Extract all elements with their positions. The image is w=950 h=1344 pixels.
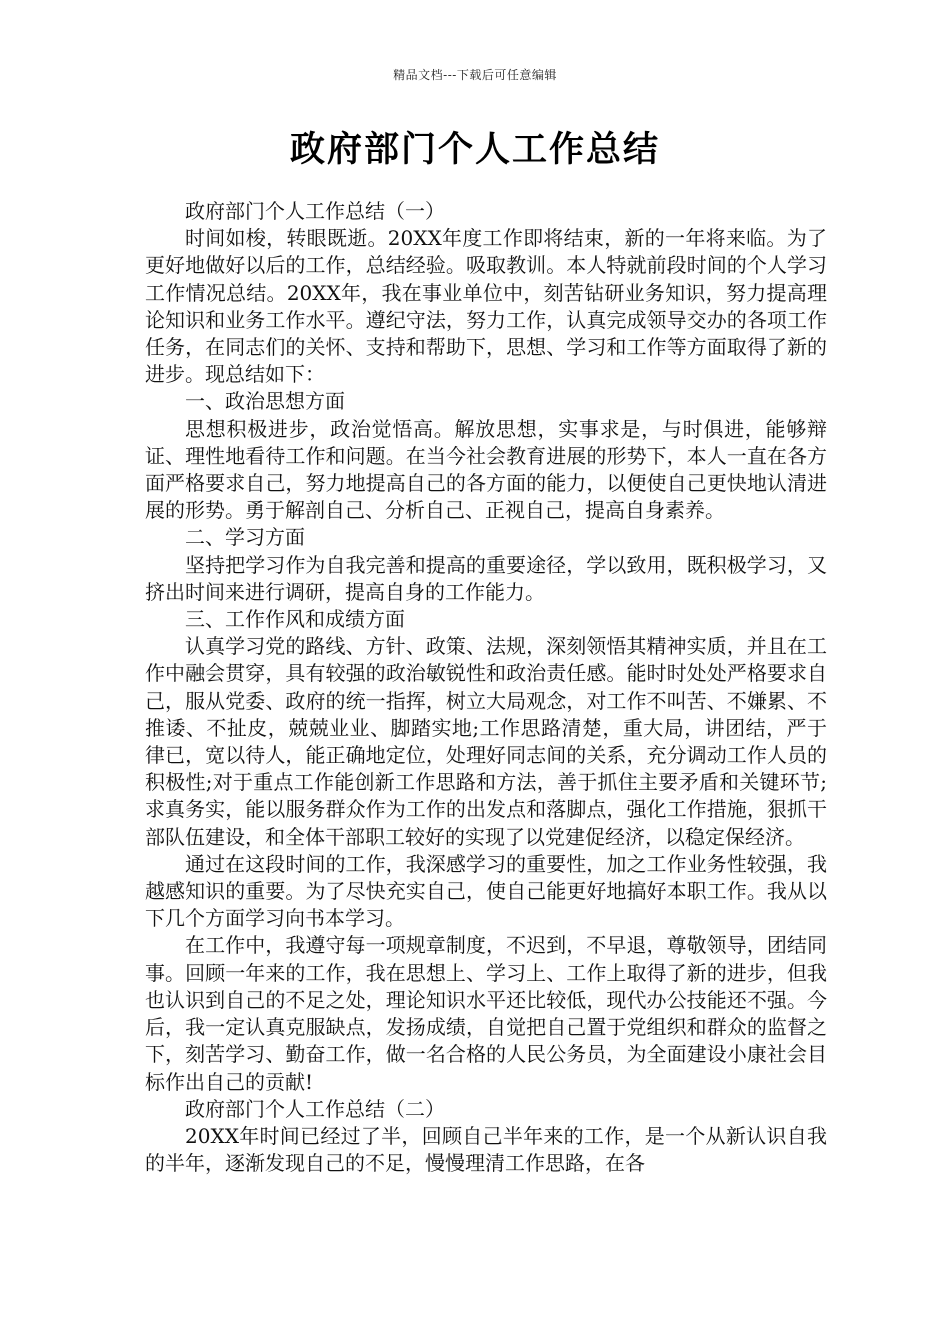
subheading-study: 二、学习方面 bbox=[185, 525, 305, 550]
section-heading-1: 政府部门个人工作总结（一） bbox=[185, 199, 445, 223]
header-note: 精品文档---下载后可任意编辑 bbox=[393, 68, 557, 82]
paragraph: 20XX年时间已经过了半，回顾自己半年来的工作，是一个从新认识自我的半年，逐渐发现自己的不足，慢慢理清工作思路，在各 bbox=[145, 1123, 827, 1176]
document-title: 政府部门个人工作总结 bbox=[289, 129, 660, 170]
paragraph: 坚持把学习作为自我完善和提高的重要途径，学以致用，既积极学习，又挤出时间来进行调研，提高自身的工作能力。 bbox=[145, 552, 827, 604]
subheading-work-style: 三、工作作风和成绩方面 bbox=[185, 607, 405, 632]
paragraph: 思想积极进步，政治觉悟高。解放思想，实事求是，与时俱进，能够辩证、理性地看待工作和问题。在当今社会教育进展的形势下，本人一直在各方面严格要求自己，努力地提高自己的各方面的能力，以便使自己更快地认清进展的形势。勇于解剖自己、分析自己、正视自己，提高自身素养。 bbox=[145, 416, 827, 523]
document-body bbox=[145, 198, 827, 1177]
paragraph: 通过在这段时间的工作，我深感学习的重要性，加之工作业务性较强，我越感知识的重要。为了尽快充实自己，使自己能更好地搞好本职工作。我从以下几个方面学习向书本学习。 bbox=[145, 851, 827, 931]
subheading-politics: 一、政治思想方面 bbox=[185, 389, 345, 414]
section-heading-2: 政府部门个人工作总结（二） bbox=[185, 1096, 445, 1121]
paragraph: 认真学习党的路线、方针、政策、法规，深刻领悟其精神实质，并且在工作中融会贯穿，具有较强的政治敏锐性和政治责任感。能时时处处严格要求自己，服从党委、政府的统一指挥，树立大局观念，对工作不叫苦、不嫌累、不推诿、不扯皮，兢兢业业、脚踏实地;工作思路清楚，重大局，讲团结，严于律已，宽以待人，能正确地定位，处理好同志间的关系，充分调动工作人员的积极性;对于重点工作能创新工作思路和方法，善于抓住主要矛盾和关键环节;求真务实，能以服务群众作为工作的出发点和落脚点，强化工作措施，狠抓干部队伍建设，和全体干部职工较好的实现了以党建促经济，以稳定保经济。 bbox=[145, 634, 827, 849]
paragraph: 时间如梭，转眼既逝。20XX年度工作即将结束，新的一年将来临。为了更好地做好以后的工作，总结经验。吸取教训。本人特就前段时间的个人学习工作情况总结。20XX年，我在事业单位中，刻苦钻研业务知识，努力提高理论知识和业务工作水平。遵纪守法，努力工作，认真完成领导交办的各项工作任务，在同志们的关怀、支持和帮助下，思想、学习和工作等方面取得了新的进步。现总结如下： bbox=[145, 226, 827, 387]
paragraph: 在工作中，我遵守每一项规章制度，不迟到，不早退，尊敬领导，团结同事。回顾一年来的工作，我在思想上、学习上、工作上取得了新的进步，但我也认识到自己的不足之处，理论知识水平还比较低，现代办公技能还不强。今后，我一定认真克服缺点，发扬成绩，自觉把自己置于党组织和群众的监督之下，刻苦学习、勤奋工作，做一名合格的人民公务员，为全面建设小康社会目标作出自己的贡献! bbox=[145, 933, 827, 1094]
